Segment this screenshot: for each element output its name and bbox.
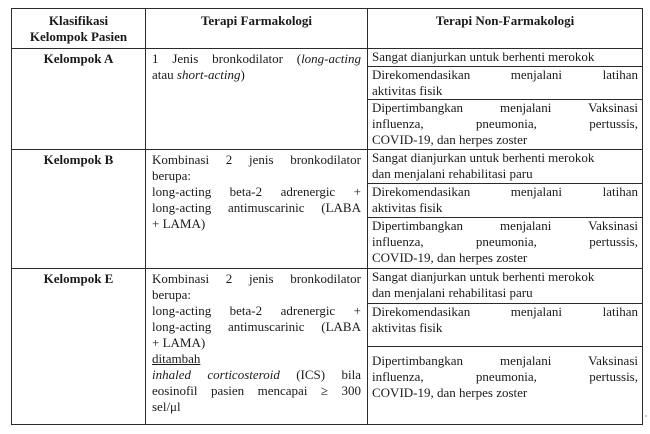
non-pharmacological-therapy	[368, 269, 643, 425]
header-classification	[12, 9, 146, 49]
recommendation-physical-activity	[368, 184, 642, 218]
cell-text-line: Dipertimbangkan menjalani Vaksinasi	[372, 218, 638, 233]
cell-text-line: Sangat dianjurkan untuk berhenti merokok	[372, 269, 595, 284]
cell-text-line: sel/μl	[152, 399, 181, 414]
recommendation-vaccination	[368, 347, 642, 423]
header-non-pharmacological: Terapi Non-Farmakologi	[368, 9, 643, 49]
cell-text-line: aktivitas fisik	[372, 200, 443, 215]
cell-text-line: Klasifikasi	[48, 13, 109, 28]
cell-text-line: short-acting	[176, 67, 241, 82]
group-label: Kelompok A	[12, 49, 146, 150]
cell-text-line: berupa:	[152, 287, 191, 302]
pharmacological-therapy	[146, 269, 368, 425]
cell-text-line: )	[240, 67, 245, 82]
cell-text-line: aktivitas fisik	[372, 83, 443, 98]
cell-text-line: Direkomendasikan menjalani latihan	[372, 184, 638, 199]
cell-text-line: (ICS) bila	[279, 367, 361, 382]
cell-text-line: influenza, pneumonia, pertussis,	[372, 234, 638, 249]
cell-text-line: long-acting beta-2 adrenergic +	[152, 184, 361, 199]
recommendation-quit-smoking-rehab	[368, 269, 642, 304]
cell-text-line: dan menjalani rehabilitasi paru	[372, 166, 533, 181]
cell-text-line: Kombinasi 2 jenis bronkodilator	[152, 271, 361, 286]
recommendation-vaccination	[368, 218, 642, 268]
cell-text-line: influenza, pneumonia, pertussis,	[372, 116, 638, 131]
cell-text-line: Direkomendasikan menjalani latihan	[372, 67, 638, 82]
group-label: Kelompok B	[12, 150, 146, 269]
cell-text-line: long-acting beta-2 adrenergic +	[152, 303, 361, 318]
cell-text-line: Dipertimbangkan menjalani Vaksinasi	[372, 100, 638, 115]
header-row	[12, 9, 643, 49]
cell-text-line: Dipertimbangkan menjalani Vaksinasi	[372, 353, 638, 368]
cell-text-line: Kombinasi 2 jenis bronkodilator	[152, 152, 361, 167]
recommendation-vaccination	[368, 100, 642, 149]
cell-text-line: berupa:	[152, 168, 191, 183]
non-pharmacological-therapy	[368, 49, 643, 150]
non-pharmacological-therapy	[368, 150, 643, 269]
cell-text-line: COVID-19, dan herpes zoster	[372, 132, 528, 147]
edge-artifact	[645, 415, 647, 417]
cell-text-line: Kelompok Pasien	[29, 29, 128, 44]
cell-text-line: COVID-19, dan herpes zoster	[372, 385, 528, 400]
cell-text-line: inhaled corticosteroid	[152, 367, 280, 382]
group-label: Kelompok E	[12, 269, 146, 425]
cell-text-line: Sangat dianjurkan untuk berhenti merokok	[372, 150, 595, 165]
table-row-kelompok-e	[12, 269, 643, 425]
cell-text-line: long-acting	[301, 51, 361, 66]
cell-text-line: Direkomendasikan menjalani latihan	[372, 304, 638, 319]
cell-text-line: 1 Jenis bronkodilator (	[152, 51, 302, 66]
recommendation-physical-activity	[368, 67, 642, 100]
table-row-kelompok-a	[12, 49, 643, 150]
cell-text-line: aktivitas fisik	[372, 320, 443, 335]
pharmacological-therapy	[146, 49, 368, 150]
recommendation-physical-activity	[368, 304, 642, 347]
header-pharmacological: Terapi Farmakologi	[146, 9, 368, 49]
cell-text-line: influenza, pneumonia, pertussis,	[372, 369, 638, 384]
cell-text-line: + LAMA)	[152, 216, 206, 231]
cell-text-line: long-acting antimuscarinic (LABA	[152, 319, 361, 334]
cell-text-line: ditambah	[152, 351, 201, 366]
cell-text-line: Sangat dianjurkan untuk berhenti merokok	[372, 49, 595, 64]
cell-text-line: atau	[152, 67, 177, 82]
recommendation-quit-smoking	[368, 49, 642, 67]
cell-text-line: eosinofil pasien mencapai ≥ 300	[152, 383, 361, 398]
cell-text-line: COVID-19, dan herpes zoster	[372, 250, 528, 265]
cell-text-line: + LAMA)	[152, 335, 206, 350]
recommendation-quit-smoking-rehab	[368, 150, 642, 184]
cell-text-line: dan menjalani rehabilitasi paru	[372, 285, 533, 300]
copd-therapy-table	[11, 8, 643, 425]
pharmacological-therapy	[146, 150, 368, 269]
cell-text-line: long-acting antimuscarinic (LABA	[152, 200, 361, 215]
table-row-kelompok-b	[12, 150, 643, 269]
